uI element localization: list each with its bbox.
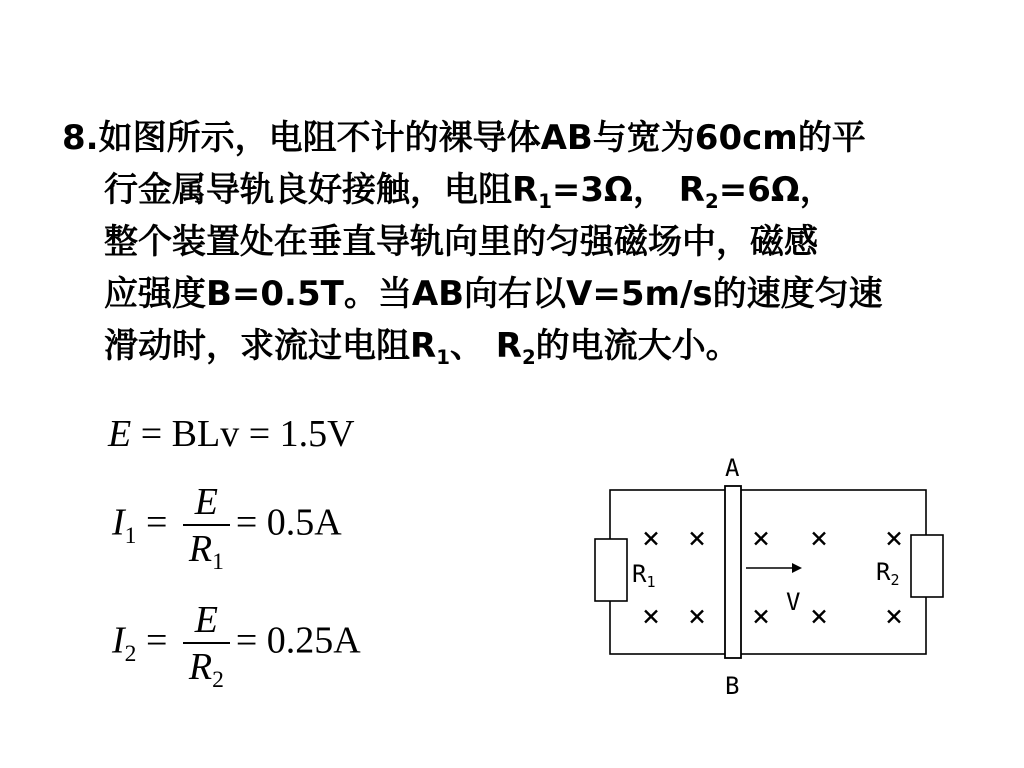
circuit-diagram [580,444,960,704]
symbol-r: R [188,646,213,688]
field-mark: × [810,599,829,634]
problem-line-3: 整个装置处在垂直导轨向里的匀强磁场中，磁感 [104,222,818,262]
subscript: 1 [124,522,137,549]
fraction [183,598,230,694]
label-r1 [632,560,655,591]
field-mark: × [642,599,661,634]
field-mark: × [885,521,904,556]
field-mark: × [688,521,707,556]
text-fragment: =3Ω， R [551,170,705,210]
subscript: 2 [124,640,137,667]
text-fragment: 、 R [449,326,522,366]
problem-line-2 [62,164,962,216]
problem-statement [62,112,962,372]
field-mark: × [885,599,904,634]
formula-emf [108,412,355,456]
subscript: 2 [212,667,224,694]
text-fragment: 的电流大小。 [535,326,740,366]
label-r1-main: R [632,560,647,588]
velocity-arrow-head [792,563,802,573]
problem-line-5 [62,320,962,372]
formula-rhs: = 0.25A [235,619,361,662]
fraction [183,480,230,576]
field-mark: × [810,521,829,556]
denominator [183,526,230,576]
label-r2-main: R [876,558,891,586]
field-mark: × [642,521,661,556]
symbol-i: I [112,619,125,662]
symbol-e: E [194,481,218,523]
numerator [183,480,230,526]
numerator [183,598,230,644]
subscript: 2 [704,189,719,213]
symbol-r: R [188,528,213,570]
formula-rhs: = 0.5A [235,501,342,544]
field-mark: × [688,599,707,634]
label-r2 [876,558,899,589]
subscript: 1 [538,189,552,213]
problem-line-1: 8.如图所示，电阻不计的裸导体AB与宽为60cm的平 [62,118,866,158]
label-r1-subscript: 1 [646,573,656,591]
label-v: V [786,588,801,616]
text-fragment: =6Ω， [718,170,834,210]
field-mark: × [752,521,771,556]
problem-line-4: 应强度B=0.5T。当AB向右以V=5m/s的速度匀速 [104,274,883,314]
label-r2-subscript: 2 [890,571,900,589]
formula-rhs: = BLv = 1.5V [131,413,355,455]
symbol-i: I [112,501,125,544]
field-mark: × [752,599,771,634]
subscript: 1 [436,345,450,369]
label-b: B [725,672,740,700]
symbol-e: E [194,599,218,641]
symbol-e: E [108,413,132,455]
formula-current-2: $I_2$ = $\frac{E}{R_2}$ = 0.25A [112,599,361,694]
resistor-r2 [911,535,943,597]
resistor-r1 [595,539,627,601]
denominator [183,644,230,694]
conductor-ab [725,486,741,658]
text-fragment: 行金属导轨良好接触，电阻R [104,170,539,210]
label-a: A [725,454,740,482]
text-fragment: 滑动时，求流过电阻R [104,326,437,366]
subscript: 2 [521,345,536,369]
formula-current-1: $I_1$ = $\frac{E}{R_1}$ = 0.5A [112,481,342,576]
subscript: 1 [212,549,224,576]
